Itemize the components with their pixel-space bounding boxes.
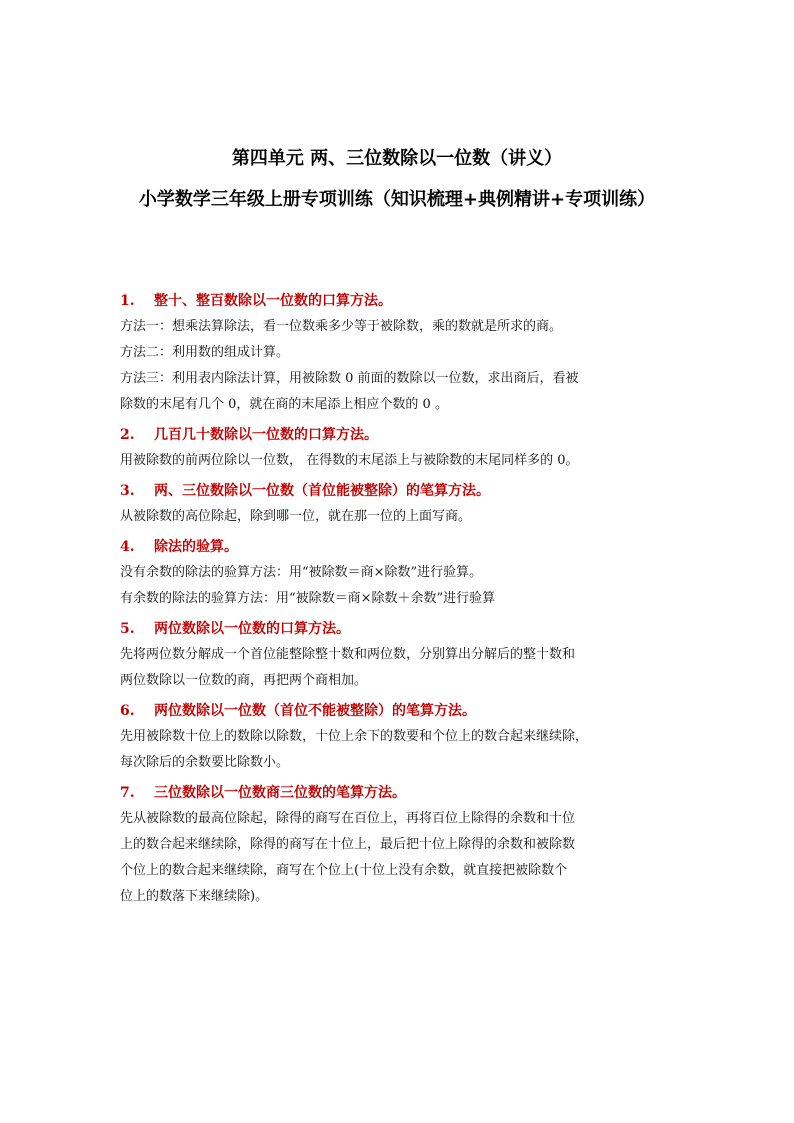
section <box>120 288 686 422</box>
text-line: 方法二：利用数的组成计算。 <box>120 345 290 360</box>
page-subtitle: 小学数学三年级上册专项训练（知识梳理+典例精讲+专项训练） <box>138 189 656 210</box>
section-body <box>120 448 686 474</box>
section-number: 1. <box>120 293 135 309</box>
paragraph <box>120 806 686 910</box>
text-line: 先将两位数分解成一个首位能整除整十数和两位数，分别算出分解后的整十数和 <box>120 647 576 662</box>
section-body <box>120 314 686 418</box>
section-heading <box>120 422 686 448</box>
section-heading-text: 两位数除以一位数（首位不能被整除）的笔算方法。 <box>154 703 476 719</box>
section <box>120 478 686 534</box>
section-body <box>120 504 686 530</box>
section-number: 2. <box>120 427 135 443</box>
section-body <box>120 560 686 612</box>
page-title: 第四单元 两、三位数除以一位数（讲义） <box>231 148 563 169</box>
paragraph <box>120 366 686 418</box>
text-line: 上的数合起来继续除，除得的商写在十位上，最后把十位上除得的余数和被除数 <box>120 837 576 852</box>
section-number: 4. <box>120 539 135 555</box>
text-line: 两位数除以一位数的商，再把两个商相加。 <box>120 673 368 688</box>
text-line: 从被除数的高位除起，除到哪一位，就在那一位的上面写商。 <box>120 509 472 524</box>
paragraph <box>120 340 686 366</box>
section-body <box>120 724 686 776</box>
section-number: 5. <box>120 621 135 637</box>
section-heading-text: 两位数除以一位数的口算方法。 <box>154 621 350 637</box>
section <box>120 422 686 478</box>
text-line: 除数的末尾有几个 0，就在商的末尾添上相应个数的 0 。 <box>120 397 448 412</box>
section-heading <box>120 478 686 504</box>
paragraph <box>120 586 686 612</box>
text-line: 方法三：利用表内除法计算，用被除数 0 前面的数除以一位数，求出商后，看被 <box>120 371 579 386</box>
text-line: 用被除数的前两位除以一位数， 在得数的末尾添上与被除数的末尾同样多的 0。 <box>120 453 579 468</box>
section-number: 3. <box>120 483 135 499</box>
document-body <box>120 288 686 914</box>
section-heading <box>120 534 686 560</box>
paragraph <box>120 448 686 474</box>
section-body <box>120 642 686 694</box>
section-heading <box>120 780 686 806</box>
text-line: 没有余数的除法的验算方法：用“被除数＝商×除数”进行验算。 <box>120 565 483 580</box>
section-heading-text: 除法的验算。 <box>154 539 238 555</box>
section-body <box>120 806 686 910</box>
section-heading-text: 两、三位数除以一位数（首位能被整除）的笔算方法。 <box>154 483 490 499</box>
paragraph <box>120 724 686 776</box>
section-heading <box>120 616 686 642</box>
text-line: 个位上的数合起来继续除，商写在个位上(十位上没有余数，就直接把被除数个 <box>120 863 568 878</box>
section-heading-text: 三位数除以一位数商三位数的笔算方法。 <box>154 785 406 801</box>
text-line: 有余数的除法的验算方法：用“被除数＝商×除数＋余数”进行验算 <box>120 591 496 606</box>
paragraph <box>120 642 686 694</box>
text-line: 先从被除数的最高位除起，除得的商写在百位上，再将百位上除得的余数和十位 <box>120 811 576 826</box>
paragraph <box>120 314 686 340</box>
text-line: 位上的数落下来继续除)。 <box>120 889 269 904</box>
section <box>120 698 686 780</box>
paragraph <box>120 560 686 586</box>
section <box>120 780 686 914</box>
section-heading <box>120 698 686 724</box>
text-line: 方法一：想乘法算除法，看一位数乘多少等于被除数，乘的数就是所求的商。 <box>120 319 563 334</box>
section-heading <box>120 288 686 314</box>
text-line: 先用被除数十位上的数除以除数，十位上余下的数要和个位上的数合起来继续除， <box>120 729 589 744</box>
section-number: 7. <box>120 785 135 801</box>
section <box>120 534 686 616</box>
text-line: 每次除后的余数要比除数小。 <box>120 755 290 770</box>
section-heading-text: 几百几十数除以一位数的口算方法。 <box>154 427 378 443</box>
paragraph <box>120 504 686 530</box>
section <box>120 616 686 698</box>
section-heading-text: 整十、整百数除以一位数的口算方法。 <box>154 293 392 309</box>
section-number: 6. <box>120 703 135 719</box>
